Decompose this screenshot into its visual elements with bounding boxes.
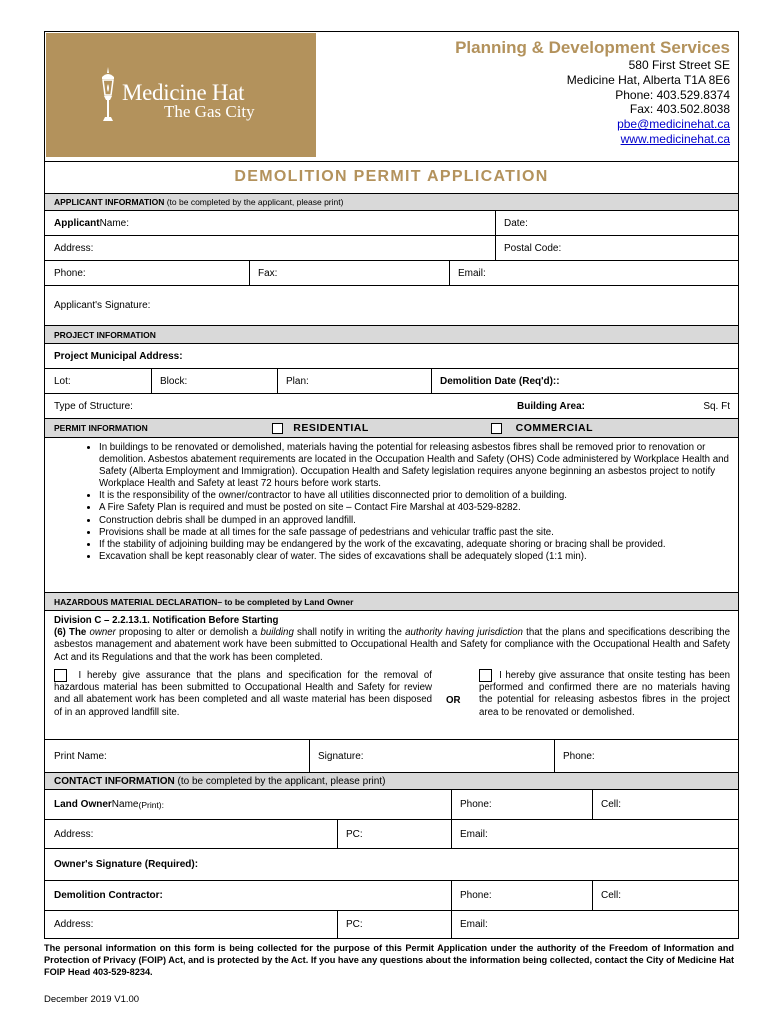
hazard-left-text: I hereby give assurance that the plans and specification for the removal of hazardous material has been submitted to Occupational Health and Safety for review and all abatement work has been completed and all waste material has been disposed of in an approved landfill site.	[54, 670, 432, 718]
owner-cell-field[interactable]	[592, 790, 621, 819]
project-block-field[interactable]	[151, 369, 277, 393]
org-fax: Fax: 403.502.8038	[629, 102, 730, 117]
hazard-or-label: OR	[446, 695, 461, 706]
project-area-field[interactable]	[508, 394, 628, 418]
owner-signature-field[interactable]	[45, 849, 738, 880]
applicant-email-field[interactable]	[449, 261, 486, 285]
contractor-label: Demolition Contractor:	[54, 890, 163, 901]
contractor-address-row	[45, 910, 738, 938]
org-city: Medicine Hat, Alberta T1A 8E6	[566, 72, 730, 87]
project-lot-label: Lot:	[54, 375, 71, 387]
contractor-phone-field[interactable]	[451, 881, 592, 910]
owner-phone-field[interactable]	[451, 790, 592, 819]
owner-label-print: (Print):	[138, 799, 164, 810]
contractor-address-field[interactable]	[45, 911, 337, 938]
org-name: Planning & Development Services	[455, 38, 730, 57]
project-area-unit-text: Sq. Ft	[703, 400, 730, 412]
owner-address-field[interactable]	[45, 820, 337, 848]
hazard-header-label: HAZARDOUS MATERIAL DECLARATION– to be completed by Land Owner	[54, 596, 354, 607]
applicant-postal-field[interactable]	[495, 236, 561, 260]
hazard-para-building: building	[260, 627, 294, 639]
hazard-signature-label: Signature:	[318, 750, 364, 762]
hazard-right-checkbox[interactable]	[479, 669, 492, 682]
owner-address-label: Address:	[54, 828, 94, 840]
contractor-row	[45, 880, 738, 910]
owner-label: Name	[111, 799, 139, 810]
permit-bullet: • A Fire Safety Plan is required and must be posted on site – Contact Fire Marshal at 403-529-8282.	[99, 502, 732, 514]
permit-header-label: PERMIT INFORMATION	[54, 423, 148, 433]
contractor-phone-label: Phone:	[460, 890, 492, 901]
applicant-name-label: Name:	[99, 217, 130, 229]
permit-section-header	[45, 418, 738, 437]
project-structure-row	[45, 393, 738, 418]
residential-label: RESIDENTIAL	[293, 422, 369, 434]
commercial-label: COMMERCIAL	[515, 422, 593, 434]
applicant-section-header	[45, 193, 738, 210]
project-address-label: Project Municipal Address:	[54, 350, 183, 362]
contractor-pc-field[interactable]	[337, 911, 451, 938]
hazard-phone-field[interactable]	[554, 740, 595, 772]
contractor-cell-label: Cell:	[601, 890, 622, 901]
owner-phone-label: Phone:	[460, 799, 492, 810]
applicant-address-field[interactable]	[45, 236, 495, 260]
permit-bullet: • Provisions shall be made at all times for the safe passage of pedestrians and vehicular traffic past the site.	[99, 527, 732, 539]
contractor-address-label: Address:	[54, 919, 94, 930]
project-address-row	[45, 343, 738, 368]
hazard-option-right	[479, 669, 730, 719]
project-structure-field[interactable]	[45, 394, 505, 418]
commercial-checkbox[interactable]	[491, 423, 502, 434]
permit-bullet: • It is the responsibility of the owner/contractor to have all utilities disconnected prior to demolition of a building.	[99, 490, 732, 502]
contractor-name-field[interactable]	[45, 881, 451, 910]
owner-name-field[interactable]	[45, 790, 451, 819]
form-title: DEMOLITION PERMIT APPLICATION	[234, 168, 549, 185]
hazard-paragraph	[54, 627, 730, 664]
applicant-phone-row	[45, 260, 738, 285]
project-demo-date-field[interactable]	[431, 369, 560, 393]
hazard-option-left	[54, 669, 432, 719]
applicant-name-label-bold: Applicant	[54, 217, 100, 229]
org-contact-block	[455, 38, 730, 147]
hazard-division: Division C – 2.2.13.1. Notification Before Starting	[54, 615, 279, 626]
owner-label-bold: Land Owner	[54, 799, 112, 810]
hazard-print-name-label: Print Name:	[54, 750, 107, 762]
hazard-para-num: (6) The	[54, 627, 90, 639]
project-demo-date-label: Demolition Date (Req'd)::	[440, 375, 560, 387]
project-plan-field[interactable]	[277, 369, 431, 393]
contractor-cell-field[interactable]	[592, 881, 621, 910]
org-web-link[interactable]: www.medicinehat.ca	[620, 131, 730, 146]
form-version: December 2019 V1.00	[44, 994, 140, 1005]
city-logo	[46, 33, 316, 157]
applicant-phone-label: Phone:	[54, 267, 86, 279]
contractor-email-label: Email:	[460, 919, 488, 930]
project-section-header	[45, 325, 738, 343]
project-area-unit	[694, 394, 730, 418]
owner-name-row	[45, 789, 738, 819]
hazard-para-b: shall notify in writing the	[293, 627, 406, 639]
applicant-signature-row	[45, 285, 738, 325]
form-title-row	[45, 161, 738, 192]
owner-pc-field[interactable]	[337, 820, 451, 848]
permit-bullet: • Excavation shall be kept reasonably clear of water. The sides of excavations shall be adequately sloped (1:1 min).	[99, 551, 732, 563]
project-block-label: Block:	[160, 375, 188, 387]
contractor-email-field[interactable]	[451, 911, 488, 938]
hazard-sign-row	[45, 739, 738, 772]
project-structure-label: Type of Structure:	[54, 400, 133, 412]
permit-info-body	[45, 437, 738, 592]
residential-checkbox[interactable]	[272, 423, 283, 434]
contact-section-header	[45, 772, 738, 789]
project-lot-row	[45, 368, 738, 393]
applicant-postal-label: Postal Code:	[504, 242, 562, 254]
org-email-link[interactable]: pbe@medicinehat.ca	[617, 117, 730, 132]
hazard-print-name-field[interactable]	[45, 740, 309, 772]
hazard-body	[45, 610, 738, 739]
owner-address-row	[45, 819, 738, 848]
owner-signature-row	[45, 848, 738, 880]
hazard-right-text: I hereby give assurance that onsite testing has been performed and confirmed there are no materials having the potential for releasing asbestos fibres in the project area to be renovated or demolished.	[479, 670, 730, 718]
logo-text-main: Medicine Hat	[122, 80, 245, 105]
applicant-header-label: APPLICANT INFORMATION	[54, 197, 165, 207]
permit-bullet: • If the stability of adjoining building may be endangered by the work of the excavating, adequate shoring or bracing shall be provided.	[99, 539, 732, 551]
applicant-fax-field[interactable]	[249, 261, 449, 285]
contractor-pc-label: PC:	[346, 919, 363, 930]
hazard-para-owner: owner	[89, 627, 116, 639]
owner-signature-label: Owner's Signature (Required):	[54, 859, 199, 870]
gas-lamp-icon	[96, 65, 120, 125]
project-area-label: Building Area:	[517, 400, 585, 412]
applicant-date-label: Date:	[504, 217, 528, 229]
hazard-para-a: proposing to alter or demolish a	[115, 627, 261, 639]
applicant-address-label: Address:	[54, 242, 94, 254]
permit-bullet-list	[97, 442, 732, 563]
owner-email-label: Email:	[460, 828, 488, 840]
project-header-label: PROJECT INFORMATION	[54, 329, 156, 340]
logo-text-sub: The Gas City	[164, 102, 255, 121]
applicant-name-field[interactable]	[45, 211, 495, 235]
hazard-signature-field[interactable]	[309, 740, 554, 772]
hazard-para-c: that the plans and specifications describing the asbestos management and abatement work have been submitted to Occupational Health and Safety for compliance with the Occupational Health and Safety Act and its Regulations and that the work has been completed.	[54, 627, 730, 663]
org-phone: Phone: 403.529.8374	[615, 87, 730, 102]
contact-header-label: CONTACT INFORMATION	[54, 775, 175, 787]
hazard-para-auth: authority having jurisdiction	[405, 627, 523, 639]
applicant-email-label: Email:	[458, 267, 486, 279]
permit-bullet: • In buildings to be renovated or demolished, materials having the potential for releasing asbestos fibres shall be removed prior to renovation or demolition. Asbestos abatement requirements are located in the Occupation Health and Safety (OHS) Code administered by Workplace Health and Safety (Alberta Employment and Immigration). Occupation Health and Safety legislation requires anyone beginning an asbestos project to notify Workplace Health and Safety at least 72 hours before work starts.	[99, 442, 732, 490]
applicant-address-row	[45, 235, 738, 260]
contact-header-note: (to be completed by the applicant, please print)	[177, 775, 386, 787]
project-address-field[interactable]	[45, 344, 738, 368]
permit-bullet: • Construction debris shall be dumped in an approved landfill.	[99, 515, 732, 527]
project-plan-label: Plan:	[286, 375, 309, 387]
hazard-left-checkbox[interactable]	[54, 669, 67, 682]
applicant-phone-field[interactable]	[45, 261, 249, 285]
applicant-date-field[interactable]	[495, 211, 528, 235]
permit-form	[44, 31, 739, 939]
project-lot-field[interactable]	[45, 369, 151, 393]
hazard-section-header	[45, 592, 738, 610]
org-street: 580 First Street SE	[628, 58, 730, 72]
foip-notice: The personal information on this form is being collected for the purpose of this Permit Application under the authority of the Freedom of Information and Protection of Privacy (FOIP) Act, and is protected by the Act. If you have any questions about the information being collected, contact the City of Medicine Hat FOIP Head 403-529-8234.	[44, 943, 735, 978]
hazard-phone-label: Phone:	[563, 750, 595, 762]
applicant-name-row	[45, 210, 738, 235]
applicant-header-note: (to be completed by the applicant, please print)	[166, 197, 344, 207]
applicant-signature-label: Applicant's Signature:	[54, 300, 151, 311]
owner-email-field[interactable]	[451, 820, 488, 848]
owner-pc-label: PC:	[346, 828, 363, 840]
applicant-fax-label: Fax:	[258, 267, 278, 279]
applicant-signature-field[interactable]	[45, 286, 738, 325]
owner-cell-label: Cell:	[601, 799, 622, 810]
